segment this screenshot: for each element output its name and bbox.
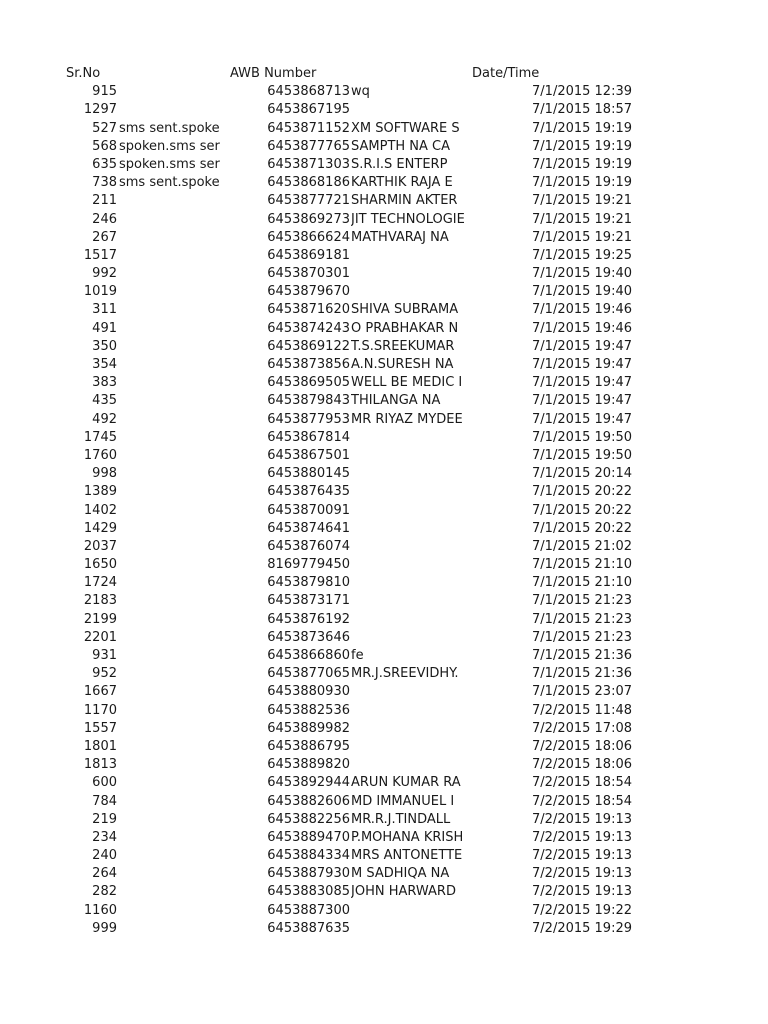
- date-time-cell: 7/1/2015 20:22: [532, 502, 632, 518]
- table-row: [0, 83, 768, 101]
- date-time-cell: 7/1/2015 19:47: [532, 338, 632, 354]
- srno-cell: 952: [92, 666, 117, 682]
- table-row: [0, 374, 768, 392]
- srno-cell: 1667: [83, 684, 117, 700]
- srno-cell: 354: [92, 357, 117, 372]
- srno-cell: 246: [92, 211, 117, 227]
- srno-cell: 2037: [83, 538, 117, 554]
- awb-number-cell: 6453876074: [267, 538, 350, 554]
- consignee-name-cell: M SADHIQA NA: [351, 866, 450, 882]
- table-row: [0, 156, 768, 174]
- consignee-name-cell: fe: [351, 648, 364, 663]
- date-time-cell: 7/1/2015 21:10: [532, 575, 632, 591]
- consignee-name-cell: JIT TECHNOLOGIE: [351, 211, 465, 227]
- srno-cell: 931: [92, 648, 117, 663]
- awb-number-cell: 6453869505: [267, 375, 350, 391]
- consignee-name-cell: SAMPTH NA CA: [351, 138, 451, 154]
- date-time-cell: 7/1/2015 19:50: [532, 447, 632, 463]
- srno-cell: 999: [92, 920, 117, 936]
- awb-number-cell: 6453882536: [267, 702, 350, 718]
- awb-number-cell: 6453889470: [267, 829, 350, 845]
- table-row: [0, 392, 768, 410]
- table-row: [0, 611, 768, 629]
- table-row: [0, 520, 768, 538]
- awb-number-cell: 6453876192: [267, 611, 350, 627]
- date-time-cell: 7/2/2015 19:13: [532, 811, 632, 827]
- table-row: [0, 192, 768, 210]
- srno-cell: 527: [92, 120, 117, 136]
- awb-number-cell: 6453873856: [267, 357, 350, 372]
- srno-cell: 1160: [83, 902, 117, 918]
- consignee-name-cell: WELL BE MEDIC I: [351, 375, 463, 391]
- awb-number-cell: 6453869273: [267, 211, 350, 227]
- table-row: [0, 829, 768, 847]
- table-row: [0, 629, 768, 647]
- srno-cell: 264: [92, 866, 117, 882]
- srno-cell: 311: [92, 302, 117, 318]
- srno-cell: 1557: [83, 720, 117, 736]
- table-row: [0, 556, 768, 574]
- consignee-name-cell: THILANGA NA: [351, 393, 441, 409]
- table-row: [0, 356, 768, 374]
- date-time-cell: 7/1/2015 19:25: [532, 247, 632, 263]
- date-time-cell: 7/2/2015 18:06: [532, 738, 632, 754]
- date-time-cell: 7/1/2015 20:22: [532, 520, 632, 536]
- table-row: [0, 447, 768, 465]
- date-time-cell: 7/2/2015 18:06: [532, 757, 632, 773]
- srno-cell: 1760: [83, 447, 117, 463]
- awb-number-cell: 6453871620: [267, 302, 350, 318]
- awb-number-cell: 6453892944: [267, 775, 350, 791]
- table-row: [0, 429, 768, 447]
- date-time-cell: 7/1/2015 19:47: [532, 357, 632, 372]
- consignee-name-cell: KARTHIK RAJA E: [351, 175, 453, 191]
- table-row: [0, 229, 768, 247]
- date-time-cell: 7/2/2015 11:48: [532, 702, 632, 718]
- srno-cell: 350: [92, 338, 117, 354]
- consignee-name-cell: SHARMIN AKTER: [351, 193, 458, 209]
- date-time-cell: 7/2/2015 19:13: [532, 866, 632, 882]
- srno-cell: 568: [92, 138, 117, 154]
- date-time-cell: 7/2/2015 19:13: [532, 829, 632, 845]
- consignee-name-cell: O PRABHAKAR N: [351, 320, 459, 336]
- awb-number-cell: 6453871303: [267, 156, 350, 172]
- srno-cell: 1389: [83, 484, 117, 500]
- awb-number-cell: 6453877765: [267, 138, 350, 154]
- srno-cell: 234: [92, 829, 117, 845]
- date-time-cell: 7/1/2015 19:19: [532, 156, 632, 172]
- consignee-name-cell: P.MOHANA KRISH: [351, 829, 464, 845]
- srno-cell: 1517: [83, 247, 117, 263]
- date-time-cell: 7/1/2015 21:23: [532, 593, 632, 609]
- date-time-cell: 7/1/2015 19:19: [532, 120, 632, 136]
- srno-cell: 998: [92, 466, 117, 482]
- srno-cell: 240: [92, 848, 117, 864]
- srno-cell: 1429: [83, 520, 117, 536]
- consignee-name-cell: ARUN KUMAR RA: [351, 775, 461, 791]
- srno-cell: 1813: [83, 757, 117, 773]
- srno-cell: 267: [92, 229, 117, 245]
- date-time-cell: 7/1/2015 19:21: [532, 193, 632, 209]
- note-cell: sms sent.spoke: [119, 120, 220, 136]
- table-row: [0, 338, 768, 356]
- table-row: [0, 774, 768, 792]
- date-time-cell: 7/2/2015 19:22: [532, 902, 632, 918]
- table-row: [0, 465, 768, 483]
- srno-cell: 491: [92, 320, 117, 336]
- table-row: [0, 283, 768, 301]
- awb-number-cell: 6453869181: [267, 247, 350, 263]
- awb-number-cell: 6453867195: [267, 102, 350, 118]
- consignee-name-cell: MR.J.SREEVIDHY.: [351, 666, 459, 682]
- srno-cell: 1801: [83, 738, 117, 754]
- awb-number-cell: 6453873171: [267, 593, 350, 609]
- consignee-name-cell: T.S.SREEKUMAR: [351, 338, 455, 354]
- date-time-cell: 7/1/2015 19:40: [532, 266, 632, 282]
- awb-number-cell: 8169779450: [267, 557, 350, 573]
- awb-number-cell: 6453870091: [267, 502, 350, 518]
- awb-number-cell: 6453871152: [267, 120, 350, 136]
- awb-number-cell: 6453876435: [267, 484, 350, 500]
- srno-cell: 635: [92, 156, 117, 172]
- awb-number-cell: 6453879810: [267, 575, 350, 591]
- date-time-cell: 7/1/2015 18:57: [532, 102, 632, 118]
- awb-number-cell: 6453877953: [267, 411, 350, 427]
- date-time-cell: 7/1/2015 19:46: [532, 302, 632, 318]
- date-time-cell: 7/1/2015 21:02: [532, 538, 632, 554]
- table-row: [0, 811, 768, 829]
- awb-number-cell: 6453877065: [267, 666, 350, 682]
- awb-number-cell: 6453880930: [267, 684, 350, 700]
- awb-number-cell: 6453866624: [267, 229, 350, 245]
- awb-number-cell: 6453867814: [267, 429, 350, 445]
- srno-cell: 1297: [83, 102, 117, 118]
- srno-cell: 435: [92, 393, 117, 409]
- header-date-time: Date/Time: [472, 66, 540, 81]
- date-time-cell: 7/1/2015 21:23: [532, 629, 632, 645]
- awb-number-cell: 6453879843: [267, 393, 350, 409]
- srno-cell: 1019: [83, 284, 117, 300]
- consignee-name-cell: JOHN HARWARD: [351, 884, 456, 900]
- consignee-name-cell: MATHVARAJ NA: [351, 229, 449, 245]
- srno-cell: 211: [92, 193, 117, 209]
- consignee-name-cell: MR RIYAZ MYDEE: [351, 411, 463, 427]
- table-row: [0, 538, 768, 556]
- awb-number-cell: 6453869122: [267, 338, 350, 354]
- date-time-cell: 7/1/2015 19:50: [532, 429, 632, 445]
- awb-number-cell: 6453887300: [267, 902, 350, 918]
- consignee-name-cell: MR.R.J.TINDALL: [351, 811, 451, 827]
- date-time-cell: 7/2/2015 19:29: [532, 920, 632, 936]
- table-row: [0, 665, 768, 683]
- date-time-cell: 7/1/2015 19:21: [532, 229, 632, 245]
- awb-number-cell: 6453883085: [267, 884, 350, 900]
- srno-cell: 600: [92, 775, 117, 791]
- date-time-cell: 7/1/2015 19:19: [532, 138, 632, 154]
- consignee-name-cell: A.N.SURESH NA: [351, 357, 454, 372]
- date-time-cell: 7/1/2015 19:40: [532, 284, 632, 300]
- srno-cell: 2201: [83, 629, 117, 645]
- table-row: [0, 847, 768, 865]
- consignee-name-cell: SHIVA SUBRAMA: [351, 302, 459, 318]
- consignee-name-cell: XM SOFTWARE S: [351, 120, 460, 136]
- awb-number-cell: 6453867501: [267, 447, 350, 463]
- consignee-name-cell: MD IMMANUEL I: [351, 793, 455, 809]
- awb-number-cell: 6453882606: [267, 793, 350, 809]
- date-time-cell: 7/1/2015 19:19: [532, 175, 632, 191]
- table-row: [0, 211, 768, 229]
- awb-number-cell: 6453879670: [267, 284, 350, 300]
- date-time-cell: 7/1/2015 12:39: [532, 84, 632, 100]
- table-row: [0, 483, 768, 501]
- date-time-cell: 7/1/2015 19:47: [532, 375, 632, 391]
- table-row: [0, 265, 768, 283]
- awb-number-cell: 6453870301: [267, 266, 350, 282]
- date-time-cell: 7/1/2015 19:21: [532, 211, 632, 227]
- table-row: [0, 174, 768, 192]
- header-awb-number: AWB Number: [230, 66, 317, 81]
- table-row: [0, 902, 768, 920]
- table-row: [0, 138, 768, 156]
- table-row: [0, 592, 768, 610]
- date-time-cell: 7/2/2015 18:54: [532, 775, 632, 791]
- table-row: [0, 720, 768, 738]
- srno-cell: 492: [92, 411, 117, 427]
- table-row: [0, 702, 768, 720]
- date-time-cell: 7/2/2015 18:54: [532, 793, 632, 809]
- srno-cell: 282: [92, 884, 117, 900]
- srno-cell: 1724: [83, 575, 117, 591]
- srno-cell: 2183: [83, 593, 117, 609]
- srno-cell: 1650: [83, 557, 117, 573]
- table-row: [0, 411, 768, 429]
- consignee-name-cell: wq: [351, 84, 370, 100]
- header-srno: Sr.No: [66, 66, 101, 81]
- date-time-cell: 7/2/2015 19:13: [532, 884, 632, 900]
- date-time-cell: 7/1/2015 20:22: [532, 484, 632, 500]
- date-time-cell: 7/2/2015 19:13: [532, 848, 632, 864]
- table-row: [0, 883, 768, 901]
- date-time-cell: 7/1/2015 23:07: [532, 684, 632, 700]
- consignee-name-cell: S.R.I.S ENTERP: [351, 156, 448, 172]
- srno-cell: 2199: [83, 611, 117, 627]
- date-time-cell: 7/1/2015 19:46: [532, 320, 632, 336]
- awb-number-cell: 6453889820: [267, 757, 350, 773]
- awb-number-cell: 6453873646: [267, 629, 350, 645]
- srno-cell: 1170: [83, 702, 117, 718]
- table-row: [0, 683, 768, 701]
- header-row: [0, 65, 768, 83]
- date-time-cell: 7/1/2015 19:47: [532, 393, 632, 409]
- awb-number-cell: 6453882256: [267, 811, 350, 827]
- date-time-cell: 7/2/2015 17:08: [532, 720, 632, 736]
- table-row: [0, 502, 768, 520]
- awb-number-cell: 6453889982: [267, 720, 350, 736]
- date-time-cell: 7/1/2015 21:10: [532, 557, 632, 573]
- srno-cell: 1402: [83, 502, 117, 518]
- table-row: [0, 738, 768, 756]
- table-row: [0, 865, 768, 883]
- srno-cell: 992: [92, 266, 117, 282]
- srno-cell: 915: [92, 84, 117, 100]
- date-time-cell: 7/1/2015 21:36: [532, 666, 632, 682]
- date-time-cell: 7/1/2015 21:23: [532, 611, 632, 627]
- table-row: [0, 120, 768, 138]
- awb-number-cell: 6453868713: [267, 84, 350, 100]
- table-row: [0, 756, 768, 774]
- awb-number-cell: 6453887635: [267, 920, 350, 936]
- awb-number-cell: 6453884334: [267, 848, 350, 864]
- awb-number-cell: 6453887930: [267, 866, 350, 882]
- date-time-cell: 7/1/2015 21:36: [532, 648, 632, 663]
- srno-cell: 738: [92, 175, 117, 191]
- table-row: [0, 320, 768, 338]
- data-rows: [0, 83, 768, 938]
- awb-number-cell: 6453877721: [267, 193, 350, 209]
- srno-cell: 1745: [83, 429, 117, 445]
- table-row: [0, 920, 768, 938]
- srno-cell: 219: [92, 811, 117, 827]
- table-row: [0, 647, 768, 665]
- date-time-cell: 7/1/2015 20:14: [532, 466, 632, 482]
- date-time-cell: 7/1/2015 19:47: [532, 411, 632, 427]
- awb-number-cell: 6453886795: [267, 738, 350, 754]
- table-row: [0, 574, 768, 592]
- awb-number-cell: 6453868186: [267, 175, 350, 191]
- note-cell: spoken.sms ser: [119, 138, 220, 154]
- note-cell: sms sent.spoke: [119, 175, 220, 191]
- consignee-name-cell: MRS ANTONETTE: [351, 848, 463, 864]
- awb-number-cell: 6453874243: [267, 320, 350, 336]
- srno-cell: 784: [92, 793, 117, 809]
- awb-number-cell: 6453874641: [267, 520, 350, 536]
- table-row: [0, 247, 768, 265]
- note-cell: spoken.sms ser: [119, 156, 220, 172]
- table-row: [0, 101, 768, 119]
- srno-cell: 383: [92, 375, 117, 391]
- table-row: [0, 793, 768, 811]
- awb-number-cell: 6453880145: [267, 466, 350, 482]
- spreadsheet-page: [0, 65, 768, 938]
- table-row: [0, 301, 768, 319]
- awb-number-cell: 6453866860: [267, 648, 350, 663]
